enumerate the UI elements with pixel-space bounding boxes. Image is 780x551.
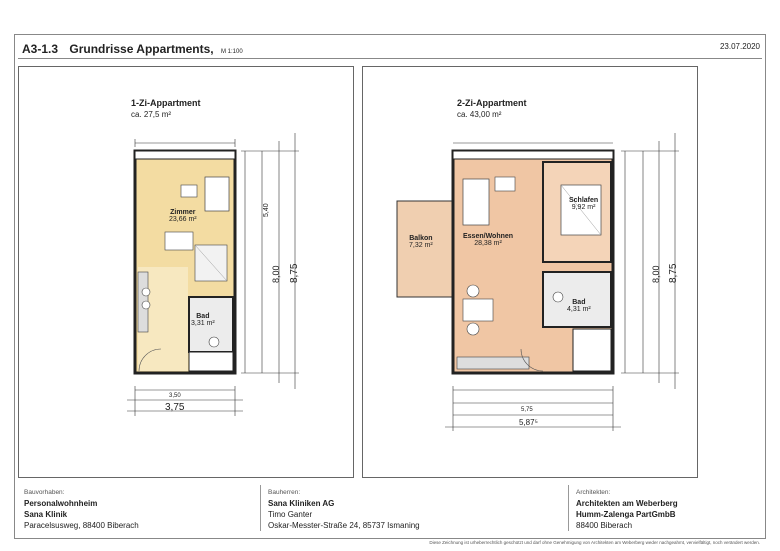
apt2-room-essen-area: 28,38 m² bbox=[474, 240, 502, 247]
apt2-dim-height-outer: 8,75 bbox=[668, 263, 679, 283]
bauherren-line3: Oskar-Messter-Straße 24, 85737 Ismaning bbox=[268, 521, 420, 530]
apt2-room-essen-name: Essen/Wohnen bbox=[463, 233, 514, 240]
title-block-bauherren bbox=[268, 487, 420, 531]
sheet-code: A3-1.3 bbox=[22, 42, 59, 56]
bauvorhaben-line1: Personalwohnheim bbox=[24, 499, 98, 508]
apt2-room-schlafen-area: 9,92 m² bbox=[571, 204, 596, 211]
apartment-2-panel bbox=[362, 66, 698, 478]
bauvorhaben-label: Bauvorhaben: bbox=[24, 489, 65, 496]
sheet-scale: M 1:100 bbox=[220, 49, 243, 55]
bauherren-line1: Sana Kliniken AG bbox=[268, 499, 335, 508]
apt1-room-bad-area: 3,31 m² bbox=[191, 320, 215, 327]
apt2-title: 2-Zi-Appartment bbox=[457, 98, 527, 108]
sheet-title-text: Grundrisse Appartments, bbox=[69, 42, 214, 56]
architekten-label: Architekten: bbox=[576, 489, 611, 496]
apt1-room-zimmer bbox=[169, 209, 197, 223]
title-block-architekten bbox=[576, 487, 678, 531]
title-block-divider-1 bbox=[260, 485, 261, 531]
architekten-line3: 88400 Biberach bbox=[576, 521, 633, 530]
apt1-dim-width-outer: 3,75 bbox=[165, 402, 185, 413]
bauherren-line2: Timo Ganter bbox=[268, 510, 313, 519]
sheet-date: 23.07.2020 bbox=[719, 42, 760, 51]
apt2-room-bad-area: 4,31 m² bbox=[567, 306, 591, 313]
apt1-floorplan bbox=[19, 67, 355, 479]
apt2-room-balkon-area: 7,32 m² bbox=[409, 242, 433, 249]
header-divider bbox=[18, 58, 762, 59]
apt2-room-balkon bbox=[409, 235, 433, 249]
apt2-dim-width-outer: 5,87⁵ bbox=[519, 418, 538, 427]
apt1-room-bad bbox=[191, 313, 215, 327]
title-block-divider-2 bbox=[568, 485, 569, 531]
architekten-line1: Architekten am Weberberg bbox=[576, 499, 678, 508]
bauvorhaben-line3: Paracelsusweg, 88400 Biberach bbox=[24, 521, 139, 530]
title-block bbox=[14, 481, 766, 535]
apartment-1-panel bbox=[18, 66, 354, 478]
apt2-room-balkon-name: Balkon bbox=[409, 235, 433, 242]
bauherren-label: Bauherren: bbox=[268, 489, 301, 496]
apt1-room-zimmer-area: 23,66 m² bbox=[169, 216, 197, 223]
architekten-line2: Humm-Zalenga PartGmbB bbox=[576, 510, 676, 519]
apt1-area: ca. 27,5 m² bbox=[131, 110, 172, 119]
copyright-note: Diese Zeichnung ist urheberrechtlich geschützt und darf ohne Genehmigung von Architekten am Weberberg weder nachgeahmt, vervielfältigt, noch verändert werden. bbox=[429, 540, 760, 545]
apt1-dim-height-inner: 5,40 bbox=[263, 203, 270, 217]
apt2-room-bad bbox=[567, 299, 591, 313]
apt2-dim-width-inner: 5,75 bbox=[521, 407, 533, 413]
apt1-room-bad-name: Bad bbox=[196, 313, 210, 320]
apt2-room-schlafen bbox=[569, 197, 598, 211]
apt1-title: 1-Zi-Appartment bbox=[131, 98, 201, 108]
apt1-dim-height-mid: 8,00 bbox=[271, 265, 281, 283]
apt2-room-bad-name: Bad bbox=[572, 299, 586, 306]
title-block-bauvorhaben bbox=[24, 487, 139, 531]
bauvorhaben-line2: Sana Klinik bbox=[24, 510, 68, 519]
apt1-room-zimmer-name: Zimmer bbox=[170, 209, 196, 216]
apt2-room-schlafen-name: Schlafen bbox=[569, 197, 599, 204]
apt1-dim-width-inner: 3,50 bbox=[169, 393, 181, 399]
apt2-room-essen bbox=[463, 233, 513, 247]
apt2-dim-height-mid: 8,00 bbox=[651, 265, 661, 283]
apt1-dim-height-outer: 8,75 bbox=[289, 263, 300, 283]
apt2-area: ca. 43,00 m² bbox=[457, 110, 502, 119]
sheet-title bbox=[22, 42, 243, 56]
